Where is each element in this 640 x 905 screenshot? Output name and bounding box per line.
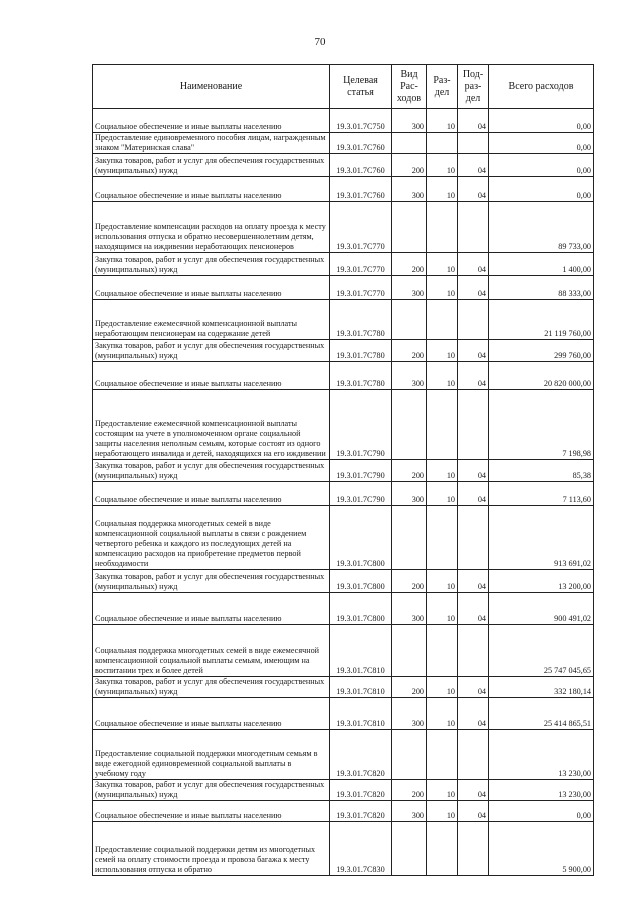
table-row xyxy=(93,202,594,253)
row-target: 19.3.01.7С820 xyxy=(330,730,392,780)
row-name: Социальная поддержка многодетных семей в виде компенсационной социальной выплаты в связи с рождением четвертого ребенка и каждого из последующих детей на компенсацию расходов на приобретение предметов первой необходимости xyxy=(93,506,330,570)
table-row xyxy=(93,177,594,202)
row-total: 7 198,98 xyxy=(489,390,594,460)
row-total: 13 230,00 xyxy=(489,780,594,801)
row-razdel: 10 xyxy=(427,276,458,300)
row-podrazdel xyxy=(458,506,489,570)
row-target: 19.3.01.7С780 xyxy=(330,362,392,390)
page-number: 70 xyxy=(314,36,326,48)
row-podrazdel: 04 xyxy=(458,677,489,698)
row-total: 299 760,00 xyxy=(489,340,594,362)
row-total: 5 900,00 xyxy=(489,822,594,876)
row-name: Социальное обеспечение и иные выплаты населению xyxy=(93,362,330,390)
row-vid xyxy=(392,390,427,460)
table-row xyxy=(93,340,594,362)
row-razdel xyxy=(427,202,458,253)
row-podrazdel: 04 xyxy=(458,482,489,506)
row-podrazdel: 04 xyxy=(458,276,489,300)
row-razdel xyxy=(427,390,458,460)
row-total: 0,00 xyxy=(489,177,594,202)
row-podrazdel: 04 xyxy=(458,253,489,276)
row-vid: 300 xyxy=(392,801,427,822)
row-podrazdel xyxy=(458,822,489,876)
row-razdel: 10 xyxy=(427,482,458,506)
row-razdel: 10 xyxy=(427,570,458,593)
row-target: 19.3.01.7С810 xyxy=(330,677,392,698)
row-vid xyxy=(392,506,427,570)
row-razdel: 10 xyxy=(427,154,458,177)
row-vid: 300 xyxy=(392,177,427,202)
row-name: Социальное обеспечение и иные выплаты населению xyxy=(93,801,330,822)
row-total: 25 747 045,65 xyxy=(489,625,594,677)
table-row xyxy=(93,253,594,276)
row-vid: 300 xyxy=(392,109,427,133)
table-row xyxy=(93,593,594,625)
row-vid: 300 xyxy=(392,362,427,390)
row-podrazdel: 04 xyxy=(458,460,489,482)
row-name: Социальное обеспечение и иные выплаты населению xyxy=(93,177,330,202)
row-name: Закупка товаров, работ и услуг для обеспечения государственных (муниципальных) нужд xyxy=(93,253,330,276)
row-vid: 200 xyxy=(392,780,427,801)
table-header-row xyxy=(93,65,594,109)
row-razdel: 10 xyxy=(427,340,458,362)
row-vid: 300 xyxy=(392,698,427,730)
row-name: Социальное обеспечение и иные выплаты населению xyxy=(93,109,330,133)
row-name: Социальное обеспечение и иные выплаты населению xyxy=(93,593,330,625)
row-total: 0,00 xyxy=(489,801,594,822)
row-target: 19.3.01.7С830 xyxy=(330,822,392,876)
row-name: Закупка товаров, работ и услуг для обеспечения государственных (муниципальных) нужд xyxy=(93,570,330,593)
row-total: 13 230,00 xyxy=(489,730,594,780)
row-total: 913 691,02 xyxy=(489,506,594,570)
row-target: 19.3.01.7С810 xyxy=(330,625,392,677)
table-row xyxy=(93,570,594,593)
row-podrazdel: 04 xyxy=(458,780,489,801)
row-total: 0,00 xyxy=(489,154,594,177)
row-total: 20 820 000,00 xyxy=(489,362,594,390)
row-target: 19.3.01.7С770 xyxy=(330,253,392,276)
row-razdel xyxy=(427,300,458,340)
row-podrazdel xyxy=(458,730,489,780)
table-row xyxy=(93,460,594,482)
row-vid: 200 xyxy=(392,570,427,593)
table-row xyxy=(93,677,594,698)
row-podrazdel: 04 xyxy=(458,177,489,202)
row-target: 19.3.01.7С790 xyxy=(330,482,392,506)
row-razdel: 10 xyxy=(427,253,458,276)
header-target: Целевая статья xyxy=(330,65,392,109)
row-vid: 300 xyxy=(392,593,427,625)
row-podrazdel: 04 xyxy=(458,593,489,625)
row-target: 19.3.01.7С800 xyxy=(330,593,392,625)
row-razdel: 10 xyxy=(427,677,458,698)
row-podrazdel: 04 xyxy=(458,570,489,593)
row-target: 19.3.01.7С810 xyxy=(330,698,392,730)
row-podrazdel xyxy=(458,202,489,253)
table-row xyxy=(93,154,594,177)
row-target: 19.3.01.7С760 xyxy=(330,177,392,202)
header-total: Всего расходов xyxy=(489,65,594,109)
row-total: 25 414 865,51 xyxy=(489,698,594,730)
row-name: Закупка товаров, работ и услуг для обеспечения государственных (муниципальных) нужд xyxy=(93,340,330,362)
row-razdel xyxy=(427,822,458,876)
row-target: 19.3.01.7С820 xyxy=(330,801,392,822)
row-target: 19.3.01.7С820 xyxy=(330,780,392,801)
row-vid: 200 xyxy=(392,460,427,482)
row-target: 19.3.01.7С760 xyxy=(330,133,392,154)
row-target: 19.3.01.7С790 xyxy=(330,390,392,460)
table-row xyxy=(93,482,594,506)
table-row xyxy=(93,390,594,460)
table-row xyxy=(93,801,594,822)
row-total: 85,38 xyxy=(489,460,594,482)
row-razdel: 10 xyxy=(427,362,458,390)
row-razdel xyxy=(427,730,458,780)
row-podrazdel: 04 xyxy=(458,362,489,390)
row-name: Предоставление компенсации расходов на оплату проезда к месту использования отпуска и обратно несовершеннолетним детям, находящимся на иждивении неработающих пенсионеров xyxy=(93,202,330,253)
row-podrazdel: 04 xyxy=(458,698,489,730)
row-razdel: 10 xyxy=(427,177,458,202)
row-name: Предоставление ежемесячной компенсационной выплаты состоящим на учете в уполномоченном органе социальной защиты населения неполным семьям, которые состоят из одного неработающего инвалида и детей, находящихся на его иждивении xyxy=(93,390,330,460)
row-vid: 200 xyxy=(392,154,427,177)
row-total: 332 180,14 xyxy=(489,677,594,698)
row-podrazdel: 04 xyxy=(458,340,489,362)
row-target: 19.3.01.7С800 xyxy=(330,506,392,570)
row-name: Социальное обеспечение и иные выплаты населению xyxy=(93,276,330,300)
row-vid xyxy=(392,133,427,154)
table-row xyxy=(93,276,594,300)
row-name: Социальное обеспечение и иные выплаты населению xyxy=(93,482,330,506)
row-podrazdel xyxy=(458,390,489,460)
row-razdel: 10 xyxy=(427,698,458,730)
row-razdel xyxy=(427,625,458,677)
row-razdel: 10 xyxy=(427,780,458,801)
row-name: Предоставление социальной поддержки многодетным семьям в виде ежегодной единовременной социальной выплаты в учебному году xyxy=(93,730,330,780)
table-row xyxy=(93,698,594,730)
row-name: Социальная поддержка многодетных семей в виде ежемесячной компенсационной социальной выплаты семьям, имеющим на воспитании трех и более детей xyxy=(93,625,330,677)
row-total: 7 113,60 xyxy=(489,482,594,506)
row-total: 88 333,00 xyxy=(489,276,594,300)
row-total: 89 733,00 xyxy=(489,202,594,253)
row-target: 19.3.01.7С800 xyxy=(330,570,392,593)
row-vid: 200 xyxy=(392,340,427,362)
row-razdel: 10 xyxy=(427,460,458,482)
row-total: 1 400,00 xyxy=(489,253,594,276)
row-name: Закупка товаров, работ и услуг для обеспечения государственных (муниципальных) нужд xyxy=(93,460,330,482)
row-total: 21 119 760,00 xyxy=(489,300,594,340)
row-vid: 300 xyxy=(392,482,427,506)
row-vid xyxy=(392,730,427,780)
row-name: Социальное обеспечение и иные выплаты населению xyxy=(93,698,330,730)
header-podrazdel: Под-раз-дел xyxy=(458,65,489,109)
row-vid xyxy=(392,822,427,876)
row-podrazdel xyxy=(458,625,489,677)
table-row xyxy=(93,625,594,677)
row-target: 19.3.01.7С760 xyxy=(330,154,392,177)
row-podrazdel: 04 xyxy=(458,109,489,133)
table-row xyxy=(93,506,594,570)
row-vid xyxy=(392,202,427,253)
header-razdel: Раз-дел xyxy=(427,65,458,109)
table-row xyxy=(93,730,594,780)
row-podrazdel xyxy=(458,133,489,154)
row-target: 19.3.01.7С780 xyxy=(330,300,392,340)
row-vid: 300 xyxy=(392,276,427,300)
row-total: 13 200,00 xyxy=(489,570,594,593)
row-vid: 200 xyxy=(392,253,427,276)
row-podrazdel xyxy=(458,300,489,340)
table-row xyxy=(93,822,594,876)
row-target: 19.3.01.7С770 xyxy=(330,276,392,300)
row-name: Предоставление единовременного пособия лицам, награжденным знаком "Материнская слава" xyxy=(93,133,330,154)
row-razdel: 10 xyxy=(427,593,458,625)
row-target: 19.3.01.7С770 xyxy=(330,202,392,253)
row-target: 19.3.01.7С780 xyxy=(330,340,392,362)
table-row xyxy=(93,133,594,154)
table-row xyxy=(93,300,594,340)
budget-table xyxy=(92,64,594,876)
row-vid xyxy=(392,300,427,340)
row-name: Закупка товаров, работ и услуг для обеспечения государственных (муниципальных) нужд xyxy=(93,780,330,801)
header-vid: Вид Рас-ходов xyxy=(392,65,427,109)
row-razdel: 10 xyxy=(427,801,458,822)
table-row xyxy=(93,780,594,801)
row-razdel: 10 xyxy=(427,109,458,133)
row-vid: 200 xyxy=(392,677,427,698)
row-total: 0,00 xyxy=(489,133,594,154)
row-target: 19.3.01.7С790 xyxy=(330,460,392,482)
row-name: Предоставление ежемесячной компенсационной выплаты неработающим пенсионерам на содержание детей xyxy=(93,300,330,340)
row-total: 900 491,02 xyxy=(489,593,594,625)
row-vid xyxy=(392,625,427,677)
row-total: 0,00 xyxy=(489,109,594,133)
row-podrazdel: 04 xyxy=(458,154,489,177)
row-podrazdel: 04 xyxy=(458,801,489,822)
row-razdel xyxy=(427,506,458,570)
row-razdel xyxy=(427,133,458,154)
row-target: 19.3.01.7С750 xyxy=(330,109,392,133)
table-row xyxy=(93,362,594,390)
header-name: Наименование xyxy=(93,65,330,109)
row-name: Предоставление социальной поддержки детям из многодетных семей на оплату стоимости проезда и провоза багажа к месту использования отпуска и обратно xyxy=(93,822,330,876)
row-name: Закупка товаров, работ и услуг для обеспечения государственных (муниципальных) нужд xyxy=(93,677,330,698)
table-row xyxy=(93,109,594,133)
row-name: Закупка товаров, работ и услуг для обеспечения государственных (муниципальных) нужд xyxy=(93,154,330,177)
